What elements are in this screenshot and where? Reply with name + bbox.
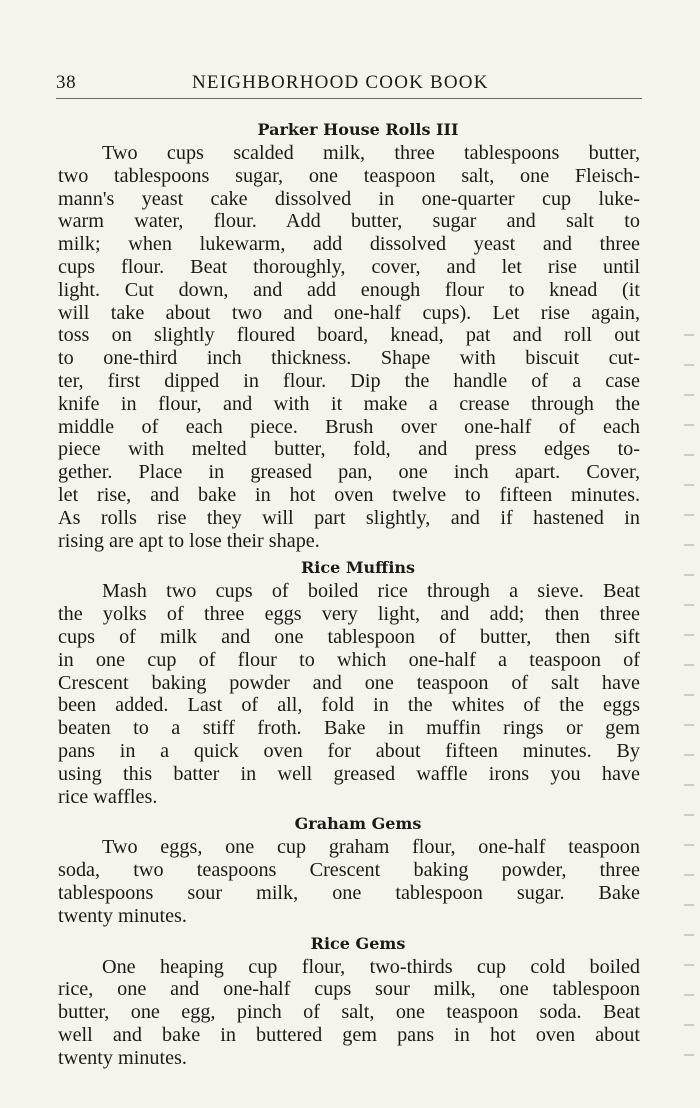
- text-line: As rolls rise they will part slightly, and if hastened in: [58, 506, 640, 529]
- page-content: [58, 118, 640, 1073]
- text-line: let rise, and bake in hot oven twelve to fifteen minutes.: [58, 483, 640, 506]
- text-line: piece with melted butter, fold, and press edges to-: [58, 438, 640, 461]
- recipe-text: [58, 142, 640, 552]
- recipe-title: Rice Gems: [310, 933, 406, 953]
- text-line: beaten to a stiff froth. Bake in muffin rings or gem: [58, 717, 640, 740]
- recipe-section: [58, 932, 640, 1074]
- recipe-section: [58, 118, 640, 556]
- text-line: toss on slightly floured board, knead, pat and roll out: [58, 324, 640, 347]
- text-line: been added. Last of all, fold in the whites of the eggs: [58, 694, 640, 717]
- page-number: 38: [56, 72, 77, 93]
- text-line: warm water, flour. Add butter, sugar and salt to: [58, 210, 640, 233]
- text-line: cups flour. Beat thoroughly, cover, and let rise until: [58, 255, 640, 278]
- text-line: ter, first dipped in flour. Dip the handle of a case: [58, 369, 640, 392]
- text-line: in one cup of flour to which one-half a teaspoon of: [58, 648, 640, 671]
- page-header: [56, 72, 642, 100]
- text-line: rice, one and one-half cups sour milk, one tablespoon: [58, 978, 640, 1001]
- text-line: using this batter in well greased waffle irons you have: [58, 762, 640, 785]
- text-line: Mash two cups of boiled rice through a sieve. Beat: [102, 580, 640, 603]
- recipe-title: Rice Muffins: [300, 558, 416, 578]
- margin-smudge: [684, 320, 694, 1060]
- text-line: butter, one egg, pinch of salt, one teaspoon soda. Beat: [58, 1001, 640, 1024]
- text-line: tablespoons sour milk, one tablespoon sugar. Bake: [58, 881, 640, 904]
- text-line: One heaping cup flour, two-thirds cup cold boiled: [102, 955, 640, 978]
- text-line: two tablespoons sugar, one teaspoon salt, one Fleisch-: [58, 164, 640, 187]
- running-head: NEIGHBORHOOD COOK BOOK: [192, 72, 489, 93]
- text-line: cups of milk and one tablespoon of butter, then sift: [58, 625, 640, 648]
- text-line: pans in a quick oven for about fifteen minutes. By: [58, 739, 640, 762]
- text-line: mann's yeast cake dissolved in one-quarter cup luke-: [58, 187, 640, 210]
- text-line: light. Cut down, and add enough flour to knead (it: [58, 278, 640, 301]
- text-line: Crescent baking powder and one teaspoon of salt have: [58, 671, 640, 694]
- recipe-section: [58, 812, 640, 931]
- text-line: gether. Place in greased pan, one inch apart. Cover,: [58, 461, 640, 484]
- text-line: rising are apt to lose their shape.: [58, 529, 320, 552]
- recipe-title: Parker House Rolls III: [257, 120, 459, 139]
- section-gap: [58, 1069, 640, 1073]
- text-line: the yolks of three eggs very light, and add; then three: [58, 603, 640, 626]
- recipe-title: Graham Gems: [294, 814, 422, 834]
- text-line: knife in flour, and with it make a crease through the: [58, 392, 640, 415]
- recipe-text: [58, 580, 640, 808]
- recipe-section: [58, 556, 640, 812]
- text-line: twenty minutes.: [58, 1046, 187, 1069]
- text-line: well and bake in buttered gem pans in hot oven about: [58, 1023, 640, 1046]
- text-line: twenty minutes.: [58, 904, 187, 927]
- text-line: to one-third inch thickness. Shape with biscuit cut-: [58, 347, 640, 370]
- text-line: milk; when lukewarm, add dissolved yeast and three: [58, 233, 640, 256]
- text-line: Two cups scalded milk, three tablespoons butter,: [102, 142, 640, 164]
- text-line: middle of each piece. Brush over one-half of each: [58, 415, 640, 438]
- text-line: soda, two teaspoons Crescent baking powder, three: [58, 859, 640, 882]
- recipe-text: [58, 956, 640, 1070]
- text-line: Two eggs, one cup graham flour, one-half teaspoon: [102, 836, 640, 859]
- text-line: rice waffles.: [58, 785, 158, 808]
- recipe-text: [58, 836, 640, 927]
- header-rule: [56, 98, 642, 99]
- text-line: will take about two and one-half cups). Let rise again,: [58, 301, 640, 324]
